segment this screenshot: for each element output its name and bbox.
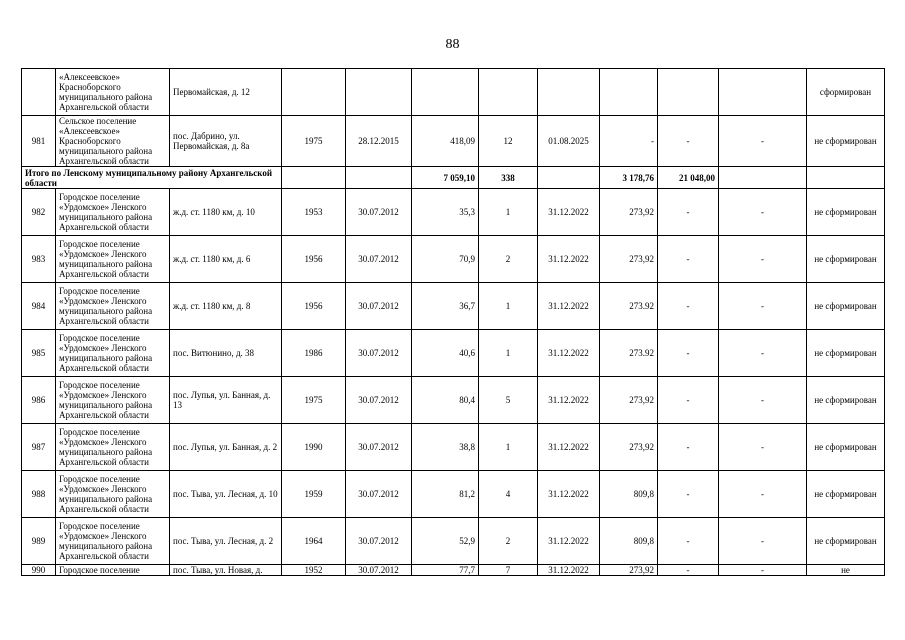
- area-cell: 70,9: [412, 236, 479, 283]
- table-row: [22, 189, 885, 236]
- deadline-cell: 31.12.2022: [538, 424, 600, 471]
- year-cell: 1956: [282, 236, 346, 283]
- amount2-cell: -: [658, 116, 719, 167]
- total-people-cell: 338: [479, 167, 538, 189]
- amount3-cell: -: [719, 236, 807, 283]
- residents-cell: 1: [479, 283, 538, 330]
- settlement-cell: Городское поселение: [56, 565, 170, 576]
- status-cell: не сформирован: [807, 377, 885, 424]
- area-cell: 418,09: [412, 116, 479, 167]
- address-cell: пос. Тыва, ул. Лесная, д. 2: [170, 518, 282, 565]
- settlement-cell: Городское поселение «Урдомское» Ленского муниципального района Архангельской области: [56, 518, 170, 565]
- residents-cell: 5: [479, 377, 538, 424]
- residents-cell: [479, 69, 538, 116]
- amount3-cell: -: [719, 330, 807, 377]
- recognition-date-cell: [346, 69, 412, 116]
- row-number-cell: 986: [22, 377, 56, 424]
- year-cell: 1986: [282, 330, 346, 377]
- residents-cell: 7: [479, 565, 538, 576]
- deadline-cell: 31.12.2022: [538, 471, 600, 518]
- area-cell: 38,8: [412, 424, 479, 471]
- residents-cell: 2: [479, 518, 538, 565]
- recognition-date-cell: 30.07.2012: [346, 330, 412, 377]
- deadline-cell: [538, 69, 600, 116]
- table-row: [22, 283, 885, 330]
- page-number: 88: [445, 37, 460, 52]
- amount2-cell: -: [658, 330, 719, 377]
- amount1-cell: 809,8: [600, 518, 658, 565]
- address-cell: пос. Лупья, ул. Банная, д. 13: [170, 377, 282, 424]
- amount3-cell: [719, 69, 807, 116]
- settlement-cell: Городское поселение «Урдомское» Ленского муниципального района Архангельской области: [56, 377, 170, 424]
- area-cell: [412, 69, 479, 116]
- amount1-cell: 273,92: [600, 424, 658, 471]
- recognition-date-cell: 30.07.2012: [346, 236, 412, 283]
- amount2-cell: -: [658, 565, 719, 576]
- address-cell: пос. Тыва, ул. Новая, д.: [170, 565, 282, 576]
- amount3-cell: -: [719, 565, 807, 576]
- area-cell: 35,3: [412, 189, 479, 236]
- status-cell: не сформирован: [807, 330, 885, 377]
- table-row: [22, 69, 885, 116]
- total-amount1-cell: 3 178,76: [600, 167, 658, 189]
- amount3-cell: -: [719, 189, 807, 236]
- amount1-cell: 273.92: [600, 283, 658, 330]
- amount2-cell: -: [658, 518, 719, 565]
- address-cell: пос. Витюнино, д. 38: [170, 330, 282, 377]
- address-cell: ж.д. ст. 1180 км, д. 10: [170, 189, 282, 236]
- address-cell: пос. Тыва, ул. Лесная, д. 10: [170, 471, 282, 518]
- amount1-cell: 273,92: [600, 565, 658, 576]
- amount2-cell: -: [658, 377, 719, 424]
- table-row: [22, 471, 885, 518]
- deadline-cell: 31.12.2022: [538, 518, 600, 565]
- area-cell: 40,6: [412, 330, 479, 377]
- year-cell: 1953: [282, 189, 346, 236]
- amount1-cell: 273,92: [600, 377, 658, 424]
- settlement-cell: Сельское поселение «Алексеевское» Красноборского муниципального района Архангельской области: [56, 116, 170, 167]
- settlement-cell: Городское поселение «Урдомское» Ленского муниципального района Архангельской области: [56, 424, 170, 471]
- total-area-cell: 7 059,10: [412, 167, 479, 189]
- housing-register-table: [21, 68, 885, 576]
- recognition-date-cell: 30.07.2012: [346, 424, 412, 471]
- settlement-cell: Городское поселение «Урдомское» Ленского муниципального района Архангельской области: [56, 236, 170, 283]
- table-row: [22, 236, 885, 283]
- empty-cell: [282, 167, 346, 189]
- area-cell: 52,9: [412, 518, 479, 565]
- recognition-date-cell: 30.07.2012: [346, 565, 412, 576]
- table-row: [22, 424, 885, 471]
- row-number-cell: 990: [22, 565, 56, 576]
- deadline-cell: 31.12.2022: [538, 283, 600, 330]
- amount1-cell: 273.92: [600, 330, 658, 377]
- area-cell: 80,4: [412, 377, 479, 424]
- status-cell: не сформирован: [807, 189, 885, 236]
- address-cell: пос. Лупья, ул. Банная, д. 2: [170, 424, 282, 471]
- recognition-date-cell: 30.07.2012: [346, 471, 412, 518]
- residents-cell: 1: [479, 189, 538, 236]
- address-cell: ж.д. ст. 1180 км, д. 6: [170, 236, 282, 283]
- recognition-date-cell: 28.12.2015: [346, 116, 412, 167]
- status-cell: не сформирован: [807, 518, 885, 565]
- total-row: [22, 167, 885, 189]
- deadline-cell: 31.12.2022: [538, 377, 600, 424]
- residents-cell: 1: [479, 330, 538, 377]
- year-cell: 1964: [282, 518, 346, 565]
- area-cell: 77,7: [412, 565, 479, 576]
- status-cell: не сформирован: [807, 471, 885, 518]
- amount3-cell: -: [719, 283, 807, 330]
- empty-cell: [807, 167, 885, 189]
- address-cell: ж.д. ст. 1180 км, д. 8: [170, 283, 282, 330]
- table-row: [22, 330, 885, 377]
- residents-cell: 4: [479, 471, 538, 518]
- deadline-cell: 31.12.2022: [538, 330, 600, 377]
- row-number-cell: 985: [22, 330, 56, 377]
- amount2-cell: -: [658, 189, 719, 236]
- status-cell: не сформирован: [807, 283, 885, 330]
- status-cell: сформирован: [807, 69, 885, 116]
- amount3-cell: -: [719, 518, 807, 565]
- amount2-cell: -: [658, 283, 719, 330]
- settlement-cell: Городское поселение «Урдомское» Ленского муниципального района Архангельской области: [56, 471, 170, 518]
- amount2-cell: -: [658, 424, 719, 471]
- row-number-cell: [22, 69, 56, 116]
- year-cell: 1956: [282, 283, 346, 330]
- table-row: [22, 377, 885, 424]
- row-number-cell: 981: [22, 116, 56, 167]
- row-number-cell: 982: [22, 189, 56, 236]
- table-row: [22, 565, 885, 576]
- deadline-cell: 31.12.2022: [538, 236, 600, 283]
- row-number-cell: 988: [22, 471, 56, 518]
- year-cell: 1990: [282, 424, 346, 471]
- residents-cell: 12: [479, 116, 538, 167]
- deadline-cell: 01.08.2025: [538, 116, 600, 167]
- table-row: [22, 116, 885, 167]
- amount1-cell: 273,92: [600, 189, 658, 236]
- year-cell: 1959: [282, 471, 346, 518]
- recognition-date-cell: 30.07.2012: [346, 518, 412, 565]
- amount3-cell: -: [719, 424, 807, 471]
- year-cell: [282, 69, 346, 116]
- row-number-cell: 983: [22, 236, 56, 283]
- recognition-date-cell: 30.07.2012: [346, 377, 412, 424]
- residents-cell: 2: [479, 236, 538, 283]
- amount1-cell: 809,8: [600, 471, 658, 518]
- table-row: [22, 518, 885, 565]
- settlement-cell: Городское поселение «Урдомское» Ленского муниципального района Архангельской области: [56, 330, 170, 377]
- amount3-cell: -: [719, 377, 807, 424]
- amount2-cell: [658, 69, 719, 116]
- status-cell: не сформирован: [807, 116, 885, 167]
- status-cell: не сформирован: [807, 424, 885, 471]
- settlement-cell: «Алексеевское» Красноборского муниципального района Архангельской области: [56, 69, 170, 116]
- amount3-cell: -: [719, 471, 807, 518]
- year-cell: 1975: [282, 377, 346, 424]
- address-cell: пос. Дабрино, ул. Первомайская, д. 8а: [170, 116, 282, 167]
- status-cell: не: [807, 565, 885, 576]
- row-number-cell: 984: [22, 283, 56, 330]
- status-cell: не сформирован: [807, 236, 885, 283]
- row-number-cell: 987: [22, 424, 56, 471]
- address-cell: Первомайская, д. 12: [170, 69, 282, 116]
- amount3-cell: -: [719, 116, 807, 167]
- year-cell: 1975: [282, 116, 346, 167]
- empty-cell: [346, 167, 412, 189]
- recognition-date-cell: 30.07.2012: [346, 283, 412, 330]
- empty-cell: [538, 167, 600, 189]
- amount1-cell: [600, 69, 658, 116]
- year-cell: 1952: [282, 565, 346, 576]
- total-label-cell: Итого по Ленскому муниципальному району Архангельской области: [22, 167, 282, 189]
- recognition-date-cell: 30.07.2012: [346, 189, 412, 236]
- amount1-cell: -: [600, 116, 658, 167]
- amount2-cell: -: [658, 471, 719, 518]
- total-amount2-cell: 21 048,00: [658, 167, 719, 189]
- area-cell: 81,2: [412, 471, 479, 518]
- residents-cell: 1: [479, 424, 538, 471]
- amount2-cell: -: [658, 236, 719, 283]
- amount1-cell: 273,92: [600, 236, 658, 283]
- empty-cell: [719, 167, 807, 189]
- settlement-cell: Городское поселение «Урдомское» Ленского муниципального района Архангельской области: [56, 283, 170, 330]
- settlement-cell: Городское поселение «Урдомское» Ленского муниципального района Архангельской области: [56, 189, 170, 236]
- area-cell: 36,7: [412, 283, 479, 330]
- deadline-cell: 31.12.2022: [538, 189, 600, 236]
- deadline-cell: 31.12.2022: [538, 565, 600, 576]
- row-number-cell: 989: [22, 518, 56, 565]
